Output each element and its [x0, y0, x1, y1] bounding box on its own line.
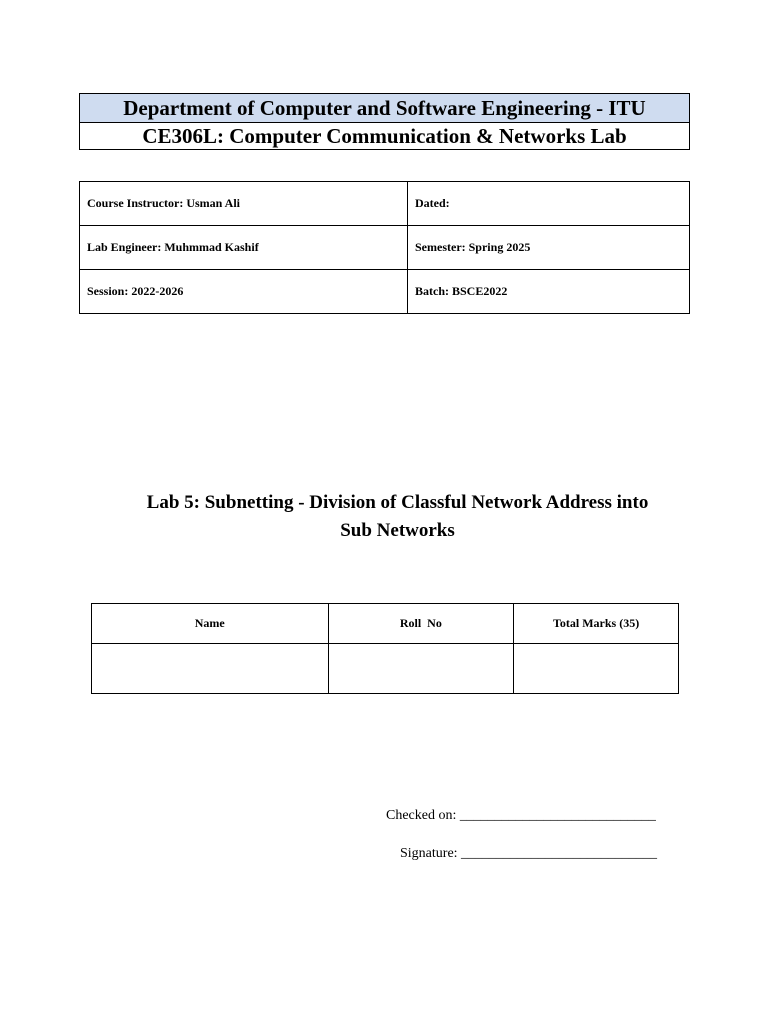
course-instructor-cell: Course Instructor: Usman Ali: [80, 182, 408, 226]
roll-no-value-cell: [328, 644, 514, 694]
batch-cell: Batch: BSCE2022: [408, 270, 690, 314]
total-marks-value-cell: [514, 644, 679, 694]
total-marks-header: Total Marks (35): [514, 604, 679, 644]
document-header: [79, 93, 690, 150]
table-header-row: [92, 604, 679, 644]
roll-no-header: Roll No: [328, 604, 514, 644]
course-title: CE306L: Computer Communication & Networks Lab: [142, 123, 627, 148]
course-info-table: [79, 181, 690, 314]
session-cell: Session: 2022-2026: [80, 270, 408, 314]
checked-on-line: Checked on: ____________________________: [386, 808, 656, 823]
student-info-table: [91, 603, 679, 694]
dated-cell: Dated:: [408, 182, 690, 226]
table-row: [80, 182, 690, 226]
semester-cell: Semester: Spring 2025: [408, 226, 690, 270]
lab-title: [100, 489, 695, 545]
lab-engineer-cell: Lab Engineer: Muhmmad Kashif: [80, 226, 408, 270]
table-row: [92, 644, 679, 694]
signature-line: Signature: ____________________________: [400, 846, 658, 861]
table-row: [80, 270, 690, 314]
name-header: Name: [92, 604, 329, 644]
lab-title-line1: Lab 5: Subnetting - Division of Classful Network Address into: [146, 492, 649, 513]
department-title: Department of Computer and Software Engineering - ITU: [80, 94, 689, 123]
table-row: [80, 226, 690, 270]
lab-title-line2: Sub Networks: [340, 520, 455, 541]
name-value-cell: [92, 644, 329, 694]
